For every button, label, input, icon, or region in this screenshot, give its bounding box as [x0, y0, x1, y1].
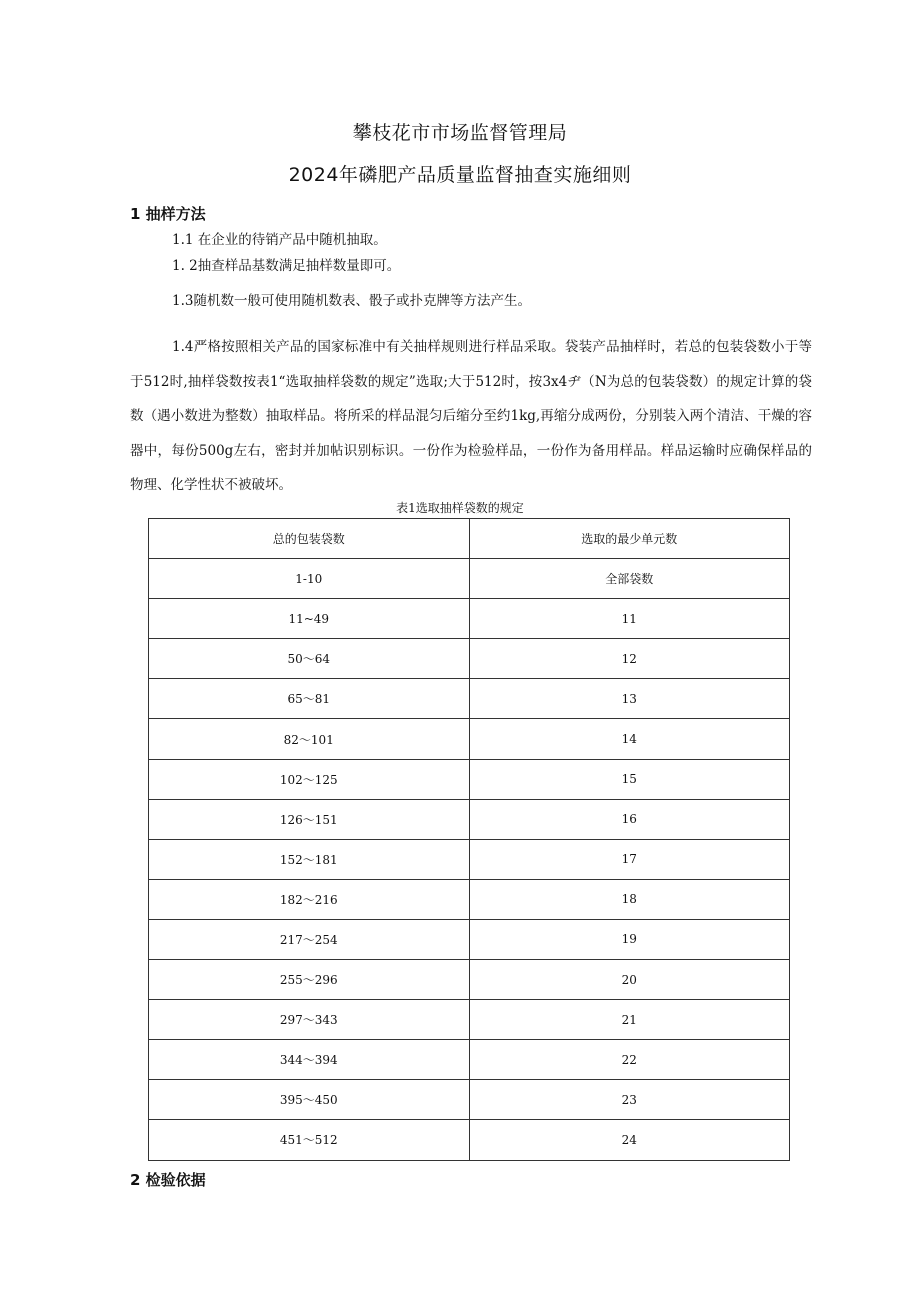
table-caption: 表1选取抽样袋数的规定 — [396, 501, 524, 515]
paragraph-1-1: 1.1 在企业的待销产品中随机抽取。 — [172, 232, 387, 248]
paragraph-1-3: 1.3随机数一般可使用随机数表、骰子或扑克牌等方法产生。 — [172, 293, 531, 309]
cell-total-bags: 126～151 — [149, 799, 470, 839]
cell-min-units: 21 — [469, 1000, 790, 1040]
cell-total-bags: 1-10 — [149, 559, 470, 599]
cell-min-units: 23 — [469, 1080, 790, 1120]
cell-min-units: 全部袋数 — [469, 559, 790, 599]
table-row — [149, 879, 790, 919]
cell-total-bags: 11~49 — [149, 599, 470, 639]
cell-total-bags: 50～64 — [149, 639, 470, 679]
cell-min-units: 11 — [469, 599, 790, 639]
cell-total-bags: 344～394 — [149, 1040, 470, 1080]
cell-min-units: 15 — [469, 759, 790, 799]
cell-total-bags: 65～81 — [149, 679, 470, 719]
table-row — [149, 1120, 790, 1160]
cell-min-units: 20 — [469, 960, 790, 1000]
cell-total-bags: 82～101 — [149, 719, 470, 759]
cell-min-units: 19 — [469, 919, 790, 959]
table-row — [149, 960, 790, 1000]
table-row — [149, 559, 790, 599]
table-row — [149, 799, 790, 839]
cell-min-units: 24 — [469, 1120, 790, 1160]
cell-min-units: 18 — [469, 879, 790, 919]
table-header-row — [149, 519, 790, 559]
cell-min-units: 13 — [469, 679, 790, 719]
cell-min-units: 12 — [469, 639, 790, 679]
table-row — [149, 1080, 790, 1120]
cell-min-units: 16 — [469, 799, 790, 839]
cell-total-bags: 102～125 — [149, 759, 470, 799]
cell-min-units: 14 — [469, 719, 790, 759]
cell-total-bags: 395～450 — [149, 1080, 470, 1120]
cell-total-bags: 297～343 — [149, 1000, 470, 1040]
cell-min-units: 22 — [469, 1040, 790, 1080]
table-row — [149, 679, 790, 719]
column-header-total-bags: 总的包装袋数 — [149, 519, 470, 559]
table-row — [149, 1040, 790, 1080]
table-row — [149, 839, 790, 879]
cell-total-bags: 255～296 — [149, 960, 470, 1000]
table-row — [149, 639, 790, 679]
column-header-min-units: 选取的最少单元数 — [469, 519, 790, 559]
cell-total-bags: 182～216 — [149, 879, 470, 919]
cell-min-units: 17 — [469, 839, 790, 879]
table-row — [149, 759, 790, 799]
cell-total-bags: 152～181 — [149, 839, 470, 879]
table-row — [149, 719, 790, 759]
table-row — [149, 599, 790, 639]
table-row — [149, 919, 790, 959]
paragraph-1-4: 1.4严格按照相关产品的国家标准中有关抽样规则进行样品采取。袋装产品抽样时，若总的包装袋数小于等于512时,抽样袋数按表1“选取抽样袋数的规定”选取;大于512时，按3x4ヂ（N为总的包装袋数）的规定计算的袋数（遇小数进为整数）抽取样品。将所采的样品混匀后缩分至约1kg,再缩分成两份，分别装入两个清洁、干燥的容器中，每份500g左右，密封并加帖识别标识。一份作为检验样品，一份作为备用样品。样品运输时应确保样品的物理、化学性状不被破坏。 — [130, 339, 812, 493]
table-row — [149, 1000, 790, 1040]
cell-total-bags: 217～254 — [149, 919, 470, 959]
sampling-bags-table — [148, 518, 790, 1161]
document-title-agency: 攀枝花市市场监督管理局 — [352, 122, 568, 144]
section-heading-sampling-method: 1 抽样方法 — [130, 205, 206, 223]
paragraph-1-2: 1. 2抽查样品基数满足抽样数量即可。 — [172, 258, 401, 274]
document-title-main: 2024年磷肥产品质量监督抽查实施细则 — [288, 164, 632, 186]
section-heading-inspection-basis: 2 检验依据 — [130, 1171, 206, 1189]
cell-total-bags: 451～512 — [149, 1120, 470, 1160]
